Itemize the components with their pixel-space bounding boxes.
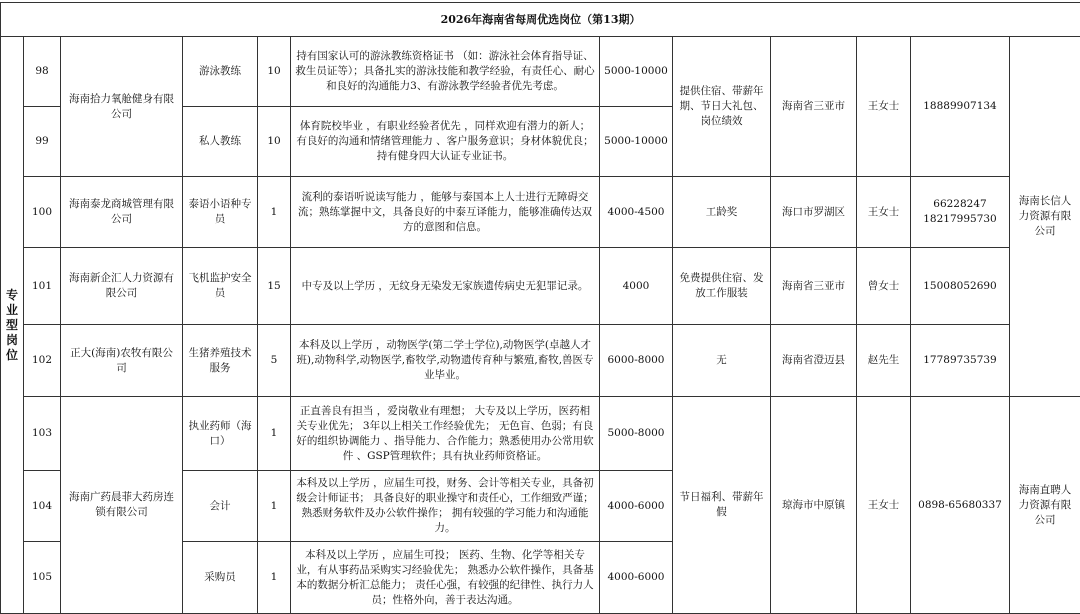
position-cell: 采购员 (183, 542, 258, 614)
requirement-cell: 中专及以上学历 ，无纹身无染发无家族遗传病史无犯罪记录。 (291, 248, 600, 325)
benefit-cell: 工龄奖 (673, 177, 771, 248)
requirement-cell: 本科及以上学历 ，应届生可投； 医药、生物、化学等相关专业，有从事药品采购实习经验优先； 熟悉办公软件操作，具备基本的数据分析汇总能力； 责任心强，有较强的纪律性、执行力人员；性格外向，善于表达沟通。 (291, 542, 600, 614)
salary-cell: 5000-10000 (600, 107, 673, 177)
salary-cell: 4000-6000 (600, 542, 673, 614)
row-no: 101 (24, 248, 61, 325)
agency-cell: 海南直聘人力资源有限公司 (1010, 397, 1080, 614)
contact-cell: 曾女士 (857, 248, 911, 325)
position-cell: 执业药师（海口） (183, 397, 258, 471)
requirement-cell: 流利的泰语听说读写能力 ，能够与泰国本上人士进行无障碍交流；熟练掌握中文，具备良好的中泰互译能力，能够准确传达双方的意图和信息。 (291, 177, 600, 248)
requirement-cell: 体育院校毕业 ，有职业经验者优先 ，同样欢迎有潜力的新人；有良好的沟通和情绪管理能力 、客户服务意识；身材体貌优良； 持有健身四大认证专业证书。 (291, 107, 600, 177)
location-cell: 海口市罗湖区 (771, 177, 857, 248)
count-cell: 1 (258, 542, 291, 614)
row-no: 104 (24, 471, 61, 542)
company-cell: 海南拾力氧舱健身有限公司 (61, 37, 183, 177)
phone-cell: 18889907134 (911, 37, 1010, 177)
contact-cell: 王女士 (857, 37, 911, 177)
company-cell: 海南泰龙商城管理有限公司 (61, 177, 183, 248)
position-cell: 泰语小语种专员 (183, 177, 258, 248)
company-cell: 正大(海南)农牧有限公司 (61, 325, 183, 397)
location-cell: 海南省澄迈县 (771, 325, 857, 397)
row-no: 99 (24, 107, 61, 177)
table-row (1, 248, 1080, 325)
count-cell: 15 (258, 248, 291, 325)
row-no: 103 (24, 397, 61, 471)
location-cell: 海南省三亚市 (771, 37, 857, 177)
salary-cell: 5000-10000 (600, 37, 673, 107)
count-cell: 5 (258, 325, 291, 397)
position-cell: 游泳教练 (183, 37, 258, 107)
table-title: 2026年海南省每周优选岗位（第13期） (1, 3, 1080, 37)
table-row (1, 325, 1080, 397)
position-cell: 生猪养殖技术服务 (183, 325, 258, 397)
contact-cell: 王女士 (857, 397, 911, 614)
row-no: 100 (24, 177, 61, 248)
company-cell: 海南新企汇人力资源有限公司 (61, 248, 183, 325)
requirement-cell: 持有国家认可的游泳教练资格证书 （如：游泳社会体育指导证、救生员证等）；具备扎实的游泳技能和教学经验，有责任心、耐心和良好的沟通能力3、有游泳教学经验者优先考虑。 (291, 37, 600, 107)
phone-cell: 17789735739 (911, 325, 1010, 397)
table-row (1, 177, 1080, 248)
category-cell: 专业型岗位 (1, 37, 24, 614)
row-no: 98 (24, 37, 61, 107)
requirement-cell: 本科及以上学历 ，动物医学(第二学士学位),动物医学(卓越人才班),动物科学,动物医学,畜牧学,动物遗传育种与繁殖,畜牧,兽医专业毕业。 (291, 325, 600, 397)
benefit-cell: 无 (673, 325, 771, 397)
salary-cell: 6000-8000 (600, 325, 673, 397)
row-no: 105 (24, 542, 61, 614)
count-cell: 10 (258, 37, 291, 107)
benefit-cell: 免费提供住宿、发放工作服装 (673, 248, 771, 325)
position-cell: 私人教练 (183, 107, 258, 177)
job-table (0, 2, 1080, 614)
table-row (1, 37, 1080, 107)
location-cell: 海南省三亚市 (771, 248, 857, 325)
contact-cell: 王女士 (857, 177, 911, 248)
contact-cell: 赵先生 (857, 325, 911, 397)
count-cell: 10 (258, 107, 291, 177)
salary-cell: 5000-8000 (600, 397, 673, 471)
position-cell: 会计 (183, 471, 258, 542)
benefit-cell: 提供住宿、带薪年期、节日大礼包、 岗位绩效 (673, 37, 771, 177)
phone-cell: 0898-65680337 (911, 397, 1010, 614)
requirement-cell: 本科及以上学历 ，应届生可投，财务、会计等相关专业，具备初级会计师证书； 具备良好的职业操守和责任心，工作细致严谨； 熟悉财务软件及办公软件操作； 拥有较强的学习能力和沟通能力。 (291, 471, 600, 542)
salary-cell: 4000-6000 (600, 471, 673, 542)
requirement-cell: 正直善良有担当 ，爱岗敬业有理想； 大专及以上学历，医药相关专业优先； 3年以上相关工作经验优先； 无色盲、色弱；有良好的组织协调能力 、指导能力、合作能力；熟悉使用办公常用软件 、GSP管理软件；具有执业药师资格证。 (291, 397, 600, 471)
salary-cell: 4000-4500 (600, 177, 673, 248)
count-cell: 1 (258, 471, 291, 542)
table-row (1, 397, 1080, 471)
benefit-cell: 节日福利、带薪年假 (673, 397, 771, 614)
location-cell: 琼海市中原镇 (771, 397, 857, 614)
phone-cell: 15008052690 (911, 248, 1010, 325)
salary-cell: 4000 (600, 248, 673, 325)
phone-cell: 66228247 18217995730 (911, 177, 1010, 248)
company-cell: 海南广药晨菲大药房连锁有限公司 (61, 397, 183, 614)
count-cell: 1 (258, 177, 291, 248)
agency-cell: 海南长信人力资源有限公司 (1010, 37, 1080, 397)
count-cell: 1 (258, 397, 291, 471)
row-no: 102 (24, 325, 61, 397)
position-cell: 飞机监护安全员 (183, 248, 258, 325)
